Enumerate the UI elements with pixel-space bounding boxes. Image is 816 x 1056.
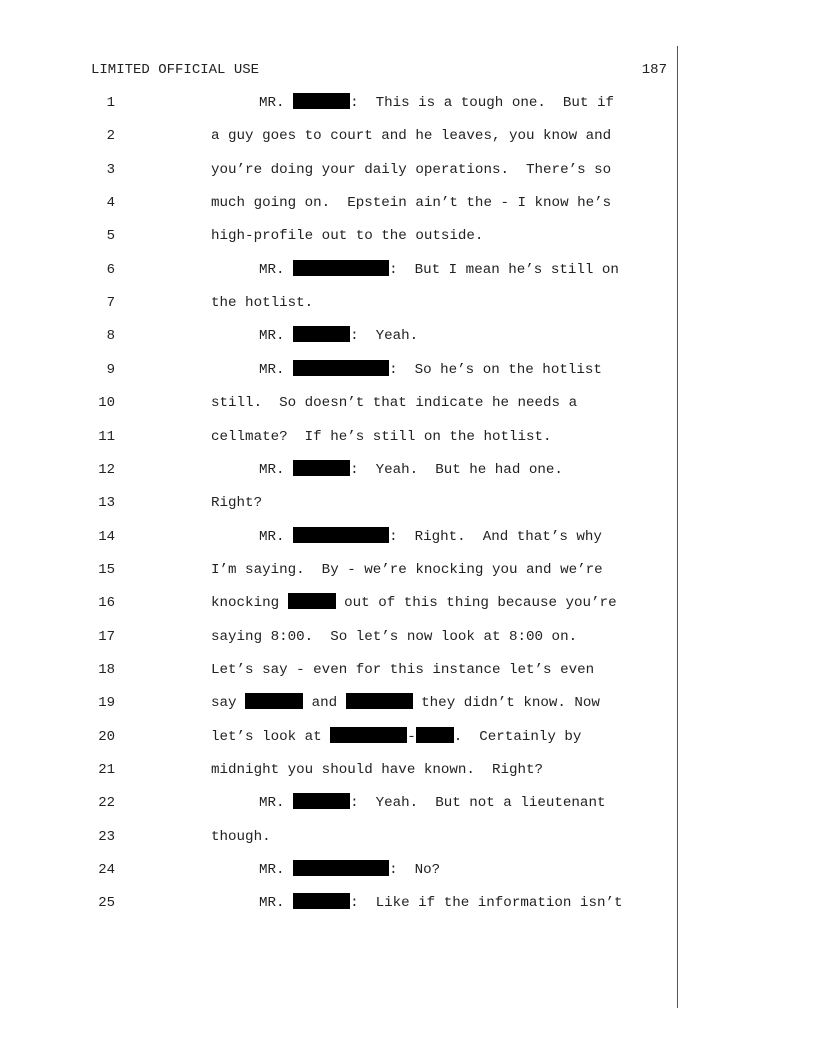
- text-segment: midnight you should have known. Right?: [211, 762, 544, 778]
- text-segment: say: [211, 695, 246, 712]
- text-segment: : Yeah. But not a lieutenant: [350, 795, 606, 812]
- line-number: 19: [98, 695, 115, 712]
- redaction-block: [293, 893, 350, 909]
- line-number: 8: [106, 328, 115, 345]
- transcript-line: [0, 793, 816, 813]
- line-number: 1: [106, 95, 115, 111]
- text-segment: a guy goes to court and he leaves, you know and: [211, 128, 612, 145]
- text-segment: MR.: [259, 795, 294, 812]
- line-number: 15: [98, 561, 115, 578]
- redaction-block: [346, 693, 413, 709]
- text-segment: they didn’t know. Now: [412, 695, 600, 712]
- text-segment: : Right. And that’s why: [389, 528, 602, 545]
- text-segment: : This is a tough one. But if: [350, 95, 614, 111]
- transcript-line: [0, 827, 816, 847]
- line-text: [211, 226, 483, 246]
- line-text: [211, 660, 594, 680]
- line-text: [211, 193, 611, 213]
- line-text: [259, 260, 619, 280]
- line-number: 20: [98, 728, 115, 745]
- text-segment: you’re doing your daily operations. There’s so: [211, 161, 612, 178]
- text-segment: MR.: [259, 862, 294, 879]
- line-text: [259, 460, 563, 480]
- redaction-block: [293, 793, 350, 809]
- transcript-line: [0, 126, 816, 146]
- line-text: [259, 326, 418, 346]
- line-number: 22: [98, 795, 115, 812]
- line-number: 18: [98, 661, 115, 678]
- line-text: [259, 793, 605, 813]
- line-number: 10: [98, 395, 115, 412]
- line-text: [211, 727, 581, 747]
- text-segment: : Like if the information isn’t: [350, 895, 623, 912]
- line-text: [211, 293, 313, 313]
- line-text: [211, 693, 600, 713]
- line-text: [259, 893, 623, 913]
- redaction-block: [293, 460, 350, 476]
- text-segment: . Certainly by: [453, 728, 582, 745]
- text-segment: MR.: [259, 328, 294, 345]
- transcript-line: [0, 93, 816, 113]
- line-number: 16: [98, 595, 115, 612]
- transcript-line: [0, 460, 816, 480]
- transcript-line: [0, 260, 816, 280]
- redaction-block: [293, 860, 389, 876]
- redaction-block: [288, 593, 336, 609]
- redaction-block: [293, 360, 389, 376]
- line-number: 6: [106, 261, 115, 278]
- text-segment: Right?: [211, 495, 263, 512]
- text-segment: : Yeah.: [350, 328, 419, 345]
- line-number: 4: [106, 195, 115, 212]
- line-text: [211, 493, 262, 513]
- transcript-line: [0, 693, 816, 713]
- redaction-block: [293, 326, 350, 342]
- text-segment: : So he’s on the hotlist: [389, 361, 602, 378]
- line-text: [259, 93, 614, 113]
- line-number: 12: [98, 461, 115, 478]
- line-text: [211, 393, 577, 413]
- transcript-line: [0, 560, 816, 580]
- header-classification: LIMITED OFFICIAL USE: [91, 62, 260, 78]
- transcript-line: [0, 393, 816, 413]
- line-text: [211, 427, 552, 447]
- line-number: 13: [98, 495, 115, 512]
- redaction-block: [293, 260, 389, 276]
- line-number: 5: [106, 228, 115, 245]
- text-segment: : Yeah. But he had one.: [350, 461, 563, 478]
- text-segment: : But I mean he’s still on: [389, 261, 619, 278]
- line-number: 3: [106, 161, 115, 178]
- line-number: 14: [98, 528, 115, 545]
- transcript-line: [0, 893, 816, 913]
- text-segment: MR.: [259, 528, 294, 545]
- line-number: 7: [106, 295, 115, 312]
- text-segment: MR.: [259, 461, 294, 478]
- line-number: 23: [98, 828, 115, 845]
- redaction-block: [330, 727, 407, 743]
- line-text: [259, 527, 602, 547]
- text-segment: MR.: [259, 95, 294, 111]
- redaction-block: [245, 693, 303, 709]
- line-number: 2: [106, 128, 115, 145]
- line-number: 9: [106, 361, 115, 378]
- transcript-line: [0, 226, 816, 246]
- text-segment: the hotlist.: [211, 295, 314, 312]
- text-segment: : No?: [389, 862, 441, 879]
- transcript-line: [0, 160, 816, 180]
- text-segment: saying 8:00. So let’s now look at 8:00 on.: [211, 628, 578, 645]
- redaction-block: [293, 527, 389, 543]
- line-text: [211, 160, 611, 180]
- transcript-line: [0, 860, 816, 880]
- line-number: 21: [98, 762, 115, 778]
- transcript-line: [0, 193, 816, 213]
- transcript-line: [0, 727, 816, 747]
- text-segment: out of this thing because you’re: [335, 595, 617, 612]
- text-segment: high-profile out to the outside.: [211, 228, 484, 245]
- transcript-line: [0, 293, 816, 313]
- page-number: 187: [641, 62, 667, 78]
- text-segment: -: [407, 728, 416, 745]
- text-segment: and: [303, 695, 346, 712]
- line-number: 17: [98, 628, 115, 645]
- line-text: [211, 126, 611, 146]
- line-text: [211, 560, 603, 580]
- transcript-line: [0, 360, 816, 380]
- redaction-block: [416, 727, 454, 743]
- text-segment: Let’s say - even for this instance let’s even: [211, 661, 595, 678]
- text-segment: let’s look at: [211, 728, 331, 745]
- line-text: [211, 593, 617, 613]
- line-number: 11: [98, 428, 115, 445]
- line-text: [211, 627, 577, 647]
- text-segment: though.: [211, 828, 271, 845]
- redaction-block: [293, 93, 350, 109]
- text-segment: MR.: [259, 895, 294, 912]
- text-segment: I’m saying. By - we’re knocking you and we’re: [211, 561, 603, 578]
- transcript-line: [0, 660, 816, 680]
- transcript-line: [0, 527, 816, 547]
- transcript-line: [0, 493, 816, 513]
- text-segment: much going on. Epstein ain’t the - I know he’s: [211, 195, 612, 212]
- text-segment: knocking: [211, 595, 288, 612]
- transcript-line: [0, 326, 816, 346]
- transcript-line: [0, 593, 816, 613]
- line-text: [259, 360, 602, 380]
- line-text: [211, 760, 543, 780]
- text-segment: MR.: [259, 261, 294, 278]
- text-segment: cellmate? If he’s still on the hotlist.: [211, 428, 552, 445]
- transcript-line: [0, 760, 816, 780]
- line-text: [259, 860, 440, 880]
- text-segment: still. So doesn’t that indicate he needs a: [211, 395, 578, 412]
- transcript-line: [0, 627, 816, 647]
- transcript-line: [0, 427, 816, 447]
- line-number: 24: [98, 862, 115, 879]
- line-text: [211, 827, 271, 847]
- line-number: 25: [98, 895, 115, 912]
- text-segment: MR.: [259, 361, 294, 378]
